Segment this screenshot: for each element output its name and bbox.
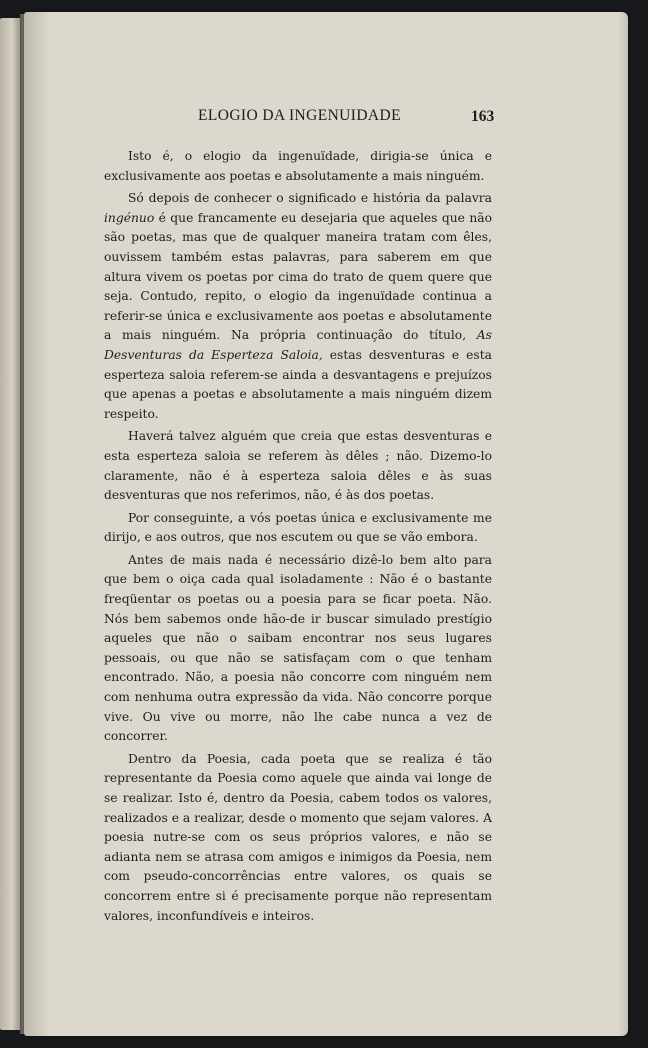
paragraph-1 xyxy=(104,147,492,186)
paragraph-5 xyxy=(104,551,492,747)
running-head xyxy=(24,107,628,131)
previous-page-edge xyxy=(0,18,22,1030)
book-page xyxy=(24,12,628,1036)
paragraph-4 xyxy=(104,509,492,548)
paragraph-1-text: Isto é, o elogio da ingenuïdade, dirigia-se única e exclusivamente aos poetas e absolutamente a mais ninguém. xyxy=(104,149,492,183)
running-title: ELOGIO DA INGENUIDADE xyxy=(198,107,401,124)
paragraph-2-text-a: Só depois de conhecer o significado e história da palavra xyxy=(128,191,492,206)
paragraph-2-italic-title: As Desventuras da Esperteza Saloia, xyxy=(104,328,492,362)
page-number: 163 xyxy=(471,108,495,125)
paragraph-4-text: Por conseguinte, a vós poetas única e exclusivamente me dirijo, e aos outros, que nos escutem ou que se vão embora. xyxy=(104,510,492,545)
paragraph-6-text: Dentro da Poesia, cada poeta que se realiza é tão representante da Poesia como aquele que ainda vai longe de se realizar. Isto é, dentro da Poesia, cabem todos os valores, realizados e a realizar, desde o momento que sejam valores. A poesia nutre-se com os seus próprios valores, e não se adianta nem se atrasa com amigos e inimigos da Poesia, nem com pseudo-concorrências entre valores, os quais se concorrem entre si é precisamente porque não representam valores, inconfundíveis e inteiros. xyxy=(104,751,492,923)
paragraph-2-italic-word: ingénuo xyxy=(104,210,155,225)
paragraph-2-text-c: estas desventuras e esta esperteza saloia referem-se ainda a desvantagens e prejuízos que apenas a poetas e absolutamente a mais ninguém dizem respeito. xyxy=(104,347,492,421)
body-text xyxy=(104,147,492,926)
paragraph-3 xyxy=(104,427,492,505)
paragraph-5-text: Antes de mais nada é necessário dizê-lo bem alto para que bem o oiça cada qual isoladamente : Não é o bastante freqüentar os poetas ou a poesia para se ficar poeta. Não. Nós bem sabemos onde hão-de ir buscar simulado prestígio aqueles que não o saibam encontrar nos seus lugares pessoais, ou que não se satisfaçam com o que tenham encontrado. Não, a poesia não concorre com ninguém nem com nenhuma outra expressão da vida. Não concorre porque vive. Ou vive ou morre, não lhe cabe nunca a vez de concorrer. xyxy=(104,552,492,744)
paragraph-3-text: Haverá talvez alguém que creia que estas desventuras e esta esperteza saloia se referem às dêles ; não. Dizemo-lo claramente, não é à esperteza saloia dêles e às suas desventuras que nos referimos, não, é às dos poetas. xyxy=(104,429,492,503)
paragraph-6 xyxy=(104,750,492,926)
paragraph-2 xyxy=(104,189,492,424)
paragraph-2-text-b: é que francamente eu desejaria que aqueles que não são poetas, mas que de qualquer maneira tratam com êles, ouvissem também estas palavras, para saberem em que altura vivem os poetas por cima do trato de quem quere que seja. Contudo, repito, o elogio da ingenuïdade continua a referir-se única e exclusivamente aos poetas e absolutamente a mais ninguém. Na própria continuação do título, xyxy=(104,210,492,343)
